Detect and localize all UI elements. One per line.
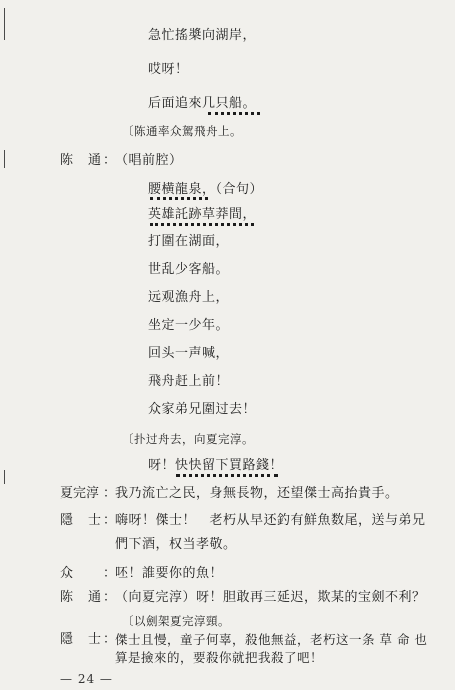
speaker-colon: ：: [103, 153, 117, 168]
verse-line: 英雄託跡草莽間，: [148, 207, 257, 222]
verse-line: 坐定一少年。: [148, 318, 230, 333]
dialogue-line: （向夏完淳）呀！胆敢再三延迟，欺某的宝劍不利？: [115, 590, 426, 605]
verse-line: 急忙搖槳向湖岸，: [148, 28, 257, 43]
speaker-label: 隱 士: [60, 632, 103, 647]
stage-direction: 〔扑过舟去，向夏完淳。: [122, 432, 254, 446]
margin-dash-mid: [4, 150, 5, 168]
verse-line: 远观漁舟上，: [148, 290, 230, 305]
dialogue-line: 我乃流亡之民，身無長物，还望傑士高抬貴手。: [115, 486, 399, 501]
verse-line: 众家弟兄圍过去！: [148, 402, 257, 417]
speaker-label: 陈 通: [60, 590, 103, 605]
dialogue-line: 們下酒，权当孝敬。: [115, 537, 237, 552]
verse-line: 回头一声喊，: [148, 346, 230, 361]
speaker-colon: ：: [103, 486, 117, 501]
verse-line: 飛舟赶上前！: [148, 374, 230, 389]
page-number: — 24 —: [60, 672, 113, 686]
emphasis-dots: [150, 223, 254, 230]
speaker-colon: ：: [103, 513, 117, 528]
verse-line: 打圍在湖面，: [148, 234, 230, 249]
dialogue-line: 呸！誰要你的魚！: [115, 566, 224, 581]
speaker-label: 众: [60, 566, 75, 581]
emphasis-dots: [150, 197, 208, 204]
stage-direction: 〔陈通率众駕飛舟上。: [122, 124, 242, 138]
emphasis-dots: [208, 112, 260, 119]
dialogue-line: 傑士且慢，童子何辜，殺他無益，老朽这一条 草 命 也: [115, 632, 428, 647]
verse-line: 哎呀！: [148, 62, 189, 77]
dialogue-line: 算是撿來的，要殺你就把我殺了吧！: [115, 650, 324, 665]
speaker-label: 陈 通: [60, 153, 103, 168]
stage-direction: 〔以劍架夏完淳頸。: [122, 614, 230, 628]
verse-line: 呀！快快留下買路錢！: [148, 458, 284, 473]
margin-dash-lower: [4, 470, 5, 484]
speaker-colon: ：: [103, 590, 117, 605]
verse-line: 后面追來几只船。: [148, 96, 257, 111]
speaker-colon: ：: [103, 632, 117, 647]
stage-direction: （唱前腔）: [115, 153, 183, 168]
margin-dash-top: [4, 8, 5, 40]
verse-line: 腰横龍泉，（合句）: [148, 182, 264, 197]
dialogue-line: 嗨呀！傑士！ 老朽从早还釣有鮮魚数尾，送与弟兄: [115, 513, 426, 528]
speaker-label: 隱 士: [60, 513, 103, 528]
verse-line: 世乱少客船。: [148, 262, 230, 277]
emphasis-dots: [176, 474, 278, 481]
speaker-colon: ：: [103, 566, 117, 581]
speaker-label: 夏完淳: [60, 486, 100, 501]
